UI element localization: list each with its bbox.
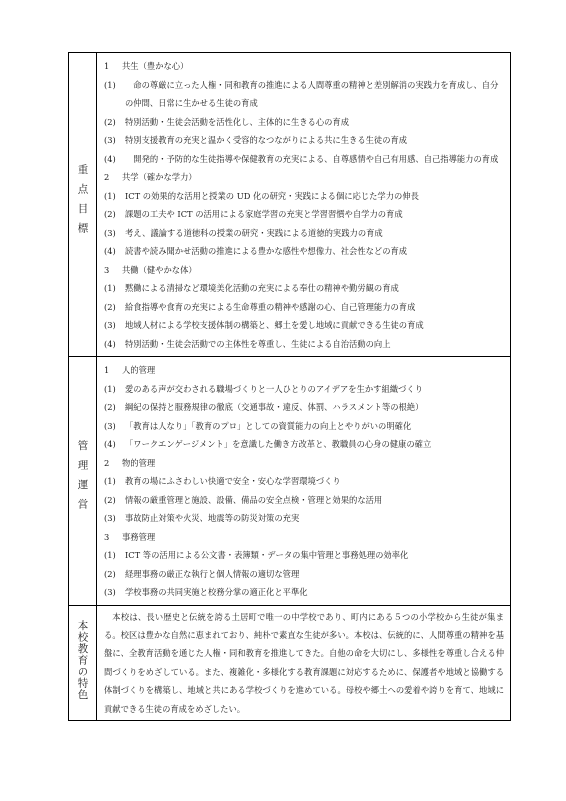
item-marker: (2) <box>104 568 116 579</box>
item-marker: (4) <box>104 338 116 349</box>
item-marker: (2) <box>104 116 116 127</box>
group-title: 共生（豊かな心） <box>122 61 189 71</box>
item-text: 学校事務の共同実施と校務分掌の適正化と平準化 <box>125 587 308 597</box>
item-marker: (4) <box>104 153 116 164</box>
item-text: 経理事務の厳正な執行と個人情報の適切な管理 <box>125 568 300 579</box>
item-marker: (4) <box>104 246 116 256</box>
item-marker: (2) <box>104 402 116 412</box>
item-marker: (2) <box>104 209 116 219</box>
item-marker: (3) <box>104 227 116 238</box>
item-text: 教育の場にふさわしい快適で安全・安心な学習環境づくり <box>125 476 341 486</box>
list-item <box>104 242 504 261</box>
item-text: 読書や読み聞かせ活動の推進による豊かな感性や想像力、社会性などの育成 <box>125 246 408 256</box>
list-item <box>104 546 504 565</box>
item-marker: (3) <box>104 320 116 330</box>
group-number: 3 <box>104 531 110 542</box>
item-text: 考え、議論する道徳科の授業の研究・実践による道徳的実践力の育成 <box>125 227 383 238</box>
list-item <box>104 509 504 528</box>
list-item <box>104 583 504 602</box>
section-content-cell <box>97 53 511 357</box>
item-marker: (3) <box>104 420 116 431</box>
list-item <box>104 335 504 354</box>
group-heading <box>104 361 504 380</box>
section-row <box>69 605 511 720</box>
section-label-cell <box>69 53 97 357</box>
item-marker: (1) <box>104 383 116 394</box>
section-label: 管理運営 <box>76 439 89 518</box>
list-item <box>104 565 504 584</box>
item-marker: (2) <box>104 494 116 505</box>
school-plan-table <box>68 52 511 721</box>
group-number: 3 <box>104 264 110 275</box>
section-label: 重点目標 <box>76 163 89 242</box>
group-heading <box>104 261 504 280</box>
group-title: 物的管理 <box>122 457 156 468</box>
item-marker: (3) <box>104 513 116 523</box>
item-text: 特別活動・生徒会活動を活性化し、主体的に生きる心の育成 <box>125 116 350 127</box>
group-title: 人的管理 <box>122 365 156 375</box>
section-label-cell <box>69 605 97 720</box>
item-marker: (3) <box>104 587 116 597</box>
section-content-cell <box>97 605 511 720</box>
section-label: 本校教育の特色 <box>76 620 89 701</box>
item-text: 綱紀の保持と服務規律の徹底（交通事故・違反、体罰、ハラスメント等の根絶） <box>125 402 424 412</box>
list-item <box>104 316 504 335</box>
item-marker: (1) <box>104 190 116 201</box>
list-item <box>104 279 504 298</box>
group-heading <box>104 168 504 187</box>
group-title: 共働（健やかな体） <box>122 264 197 275</box>
item-text: 事故防止対策や火災、地震等の防災対策の充実 <box>125 513 300 523</box>
item-marker: (1) <box>104 476 116 486</box>
item-marker: (1) <box>104 550 116 560</box>
group-number: 2 <box>104 457 110 468</box>
list-item <box>104 113 504 132</box>
list-item <box>104 205 504 224</box>
feature-paragraph: 本校は、長い歴史と伝統を誇る土居町で唯一の中学校であり、町内にある５つの小学校から生徒が集まる。校区は豊かな自然に恵まれており、純朴で素直な生徒が多い。本校は、伝統的に、人間尊重の精神を基盤に、全教育活動を通じた人権・同和教育を推進してきた。自他の命を大切にし、多様性を尊重し合える仲間づくりをめざしている。また、複雑化・多様化する教育課題に対応するために、保護者や地域と協働する体制づくりを構築し、地域と共にある学校づくりを進めている。母校や郷土への愛着や誇りを育て、地域に貢献できる生徒の育成をめざしたい。 <box>104 611 504 714</box>
item-text: 「教育は人なり」「教育のプロ」としての資質能力の向上とやりがいの明確化 <box>125 420 412 431</box>
list-item <box>104 380 504 399</box>
item-text: 命の尊厳に立った人権・同和教育の推進による人間尊重の精神と差別解消の実践力を育成し、自分の仲間、日常に生かせる生徒の育成 <box>125 79 499 108</box>
list-item <box>104 150 504 169</box>
item-marker: (1) <box>104 283 116 293</box>
group-number: 2 <box>104 172 110 182</box>
item-marker: (4) <box>104 439 116 449</box>
item-text: 黙働による清掃など環境美化活動の充実による奉仕の精神や勤労観の育成 <box>125 283 399 293</box>
list-item <box>104 491 504 510</box>
list-item <box>104 417 504 436</box>
section-row <box>69 357 511 606</box>
group-heading <box>104 57 504 76</box>
item-text: 特別支援教育の充実と温かく受容的なつながりによる共に生きる生徒の育成 <box>125 135 408 145</box>
item-text: 給食指導や食育の充実による生命尊重の精神や感謝の心、自己管理能力の育成 <box>125 301 416 312</box>
item-text: 「ワークエンゲージメント」を意識した働き方改革と、教職員の心身の健康の確立 <box>125 439 432 449</box>
list-item <box>104 187 504 206</box>
list-item <box>104 131 504 150</box>
group-title: 事務管理 <box>122 531 156 542</box>
item-text: 開発的・予防的な生徒指導や保健教育の充実による、自尊感情や自己有用感、自己指導能力の育成 <box>125 153 499 164</box>
section-content-cell <box>97 357 511 606</box>
list-item <box>104 472 504 491</box>
item-marker: (3) <box>104 135 116 145</box>
group-number: 1 <box>104 61 110 71</box>
list-item <box>104 435 504 454</box>
section-label-cell <box>69 357 97 606</box>
item-text: 特別活動・生徒会活動での主体性を尊重し、生徒による自治活動の向上 <box>125 338 391 349</box>
item-text: 課題の工夫や ICT の活用による家庭学習の充実と学習習慣や自学力の育成 <box>125 209 403 219</box>
item-text: 愛のある声が交わされる職場づくりと一人ひとりのアイデアを生かす組織づくり <box>125 383 423 394</box>
item-marker: (1) <box>104 79 116 90</box>
list-item <box>104 398 504 417</box>
item-text: 地域人材による学校支援体制の構築と、郷土を愛し地域に貢献できる生徒の育成 <box>125 320 424 330</box>
item-text: ICT 等の活用による公文書・表簿類・データの集中管理と事務処理の効率化 <box>125 550 409 560</box>
item-marker: (2) <box>104 301 116 312</box>
list-item <box>104 224 504 243</box>
group-title: 共学（確かな学力） <box>122 172 197 182</box>
item-text: ICT の効果的な活用と授業の UD 化の研究・実践による個に応じた学力の伸長 <box>125 190 419 201</box>
group-heading <box>104 454 504 473</box>
group-heading <box>104 528 504 547</box>
item-text: 情報の厳重管理と施設、設備、備品の安全点検・管理と効果的な活用 <box>125 494 383 505</box>
section-row <box>69 53 511 357</box>
list-item <box>104 298 504 317</box>
list-item <box>104 76 504 113</box>
group-number: 1 <box>104 365 110 375</box>
